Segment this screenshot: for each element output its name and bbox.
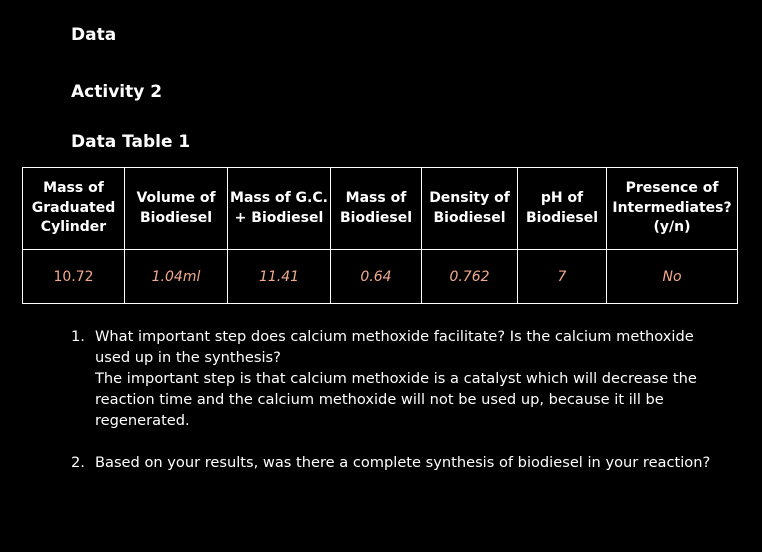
cell-volume-biodiesel: 1.04ml xyxy=(125,250,228,304)
question-number: 2. xyxy=(71,454,85,471)
data-table-1 xyxy=(22,167,738,304)
question-number: 1. xyxy=(71,328,85,345)
cell-mass-gc-biodiesel: 11.41 xyxy=(228,250,331,304)
question-text: What important step does calcium methoxide facilitate? Is the calcium methoxide used up in the synthesis? xyxy=(95,328,694,366)
question-text: Based on your results, was there a complete synthesis of biodiesel in your reaction? xyxy=(95,454,711,471)
answer-text: The important step is that calcium methoxide is a catalyst which will decrease the reaction time and the calcium methoxide will not be used up, because it ill be regenerated. xyxy=(95,370,697,429)
data-table-title: Data Table 1 xyxy=(71,132,191,152)
cell-mass-graduated-cylinder: 10.72 xyxy=(23,250,125,304)
table-header-row xyxy=(23,168,738,250)
question-list xyxy=(71,326,721,473)
activity-heading: Activity 2 xyxy=(71,82,163,102)
cell-ph-biodiesel: 7 xyxy=(518,250,607,304)
question-item-1 xyxy=(71,326,721,431)
page-heading-data: Data xyxy=(71,25,117,45)
cell-mass-biodiesel: 0.64 xyxy=(331,250,422,304)
header-volume-biodiesel: Volume of Biodiesel xyxy=(125,168,228,250)
header-density-biodiesel: Density of Biodiesel xyxy=(422,168,518,250)
header-mass-graduated-cylinder: Mass of Graduated Cylinder xyxy=(23,168,125,250)
header-ph-biodiesel: pH of Biodiesel xyxy=(518,168,607,250)
cell-presence-intermediates: No xyxy=(607,250,738,304)
header-presence-intermediates: Presence of Intermediates? (y/n) xyxy=(607,168,738,250)
header-mass-biodiesel: Mass of Biodiesel xyxy=(331,168,422,250)
question-item-2 xyxy=(71,452,721,473)
table-row xyxy=(23,250,738,304)
header-mass-gc-biodiesel: Mass of G.C. + Biodiesel xyxy=(228,168,331,250)
cell-density-biodiesel: 0.762 xyxy=(422,250,518,304)
